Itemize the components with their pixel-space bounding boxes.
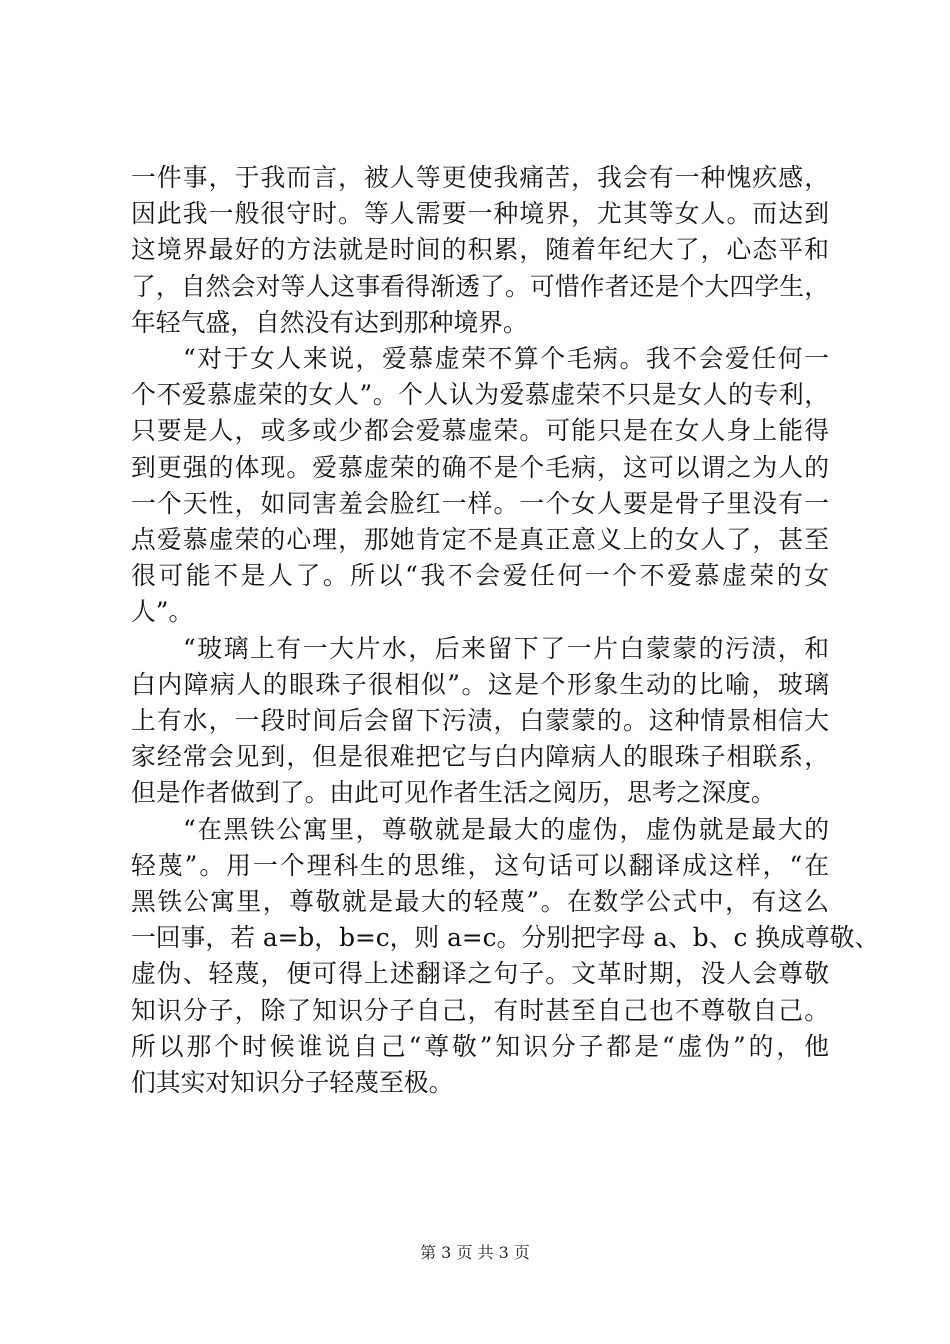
text-line: 知识分子，除了知识分子自己，有时甚至自己也不尊敬自己。 xyxy=(131,995,829,1025)
text-line: 只要是人，或多或少都会爱慕虚荣。可能只是在女人身上能得 xyxy=(131,416,829,446)
paragraph xyxy=(131,341,829,631)
page-number: 第 3 页 共 3 页 xyxy=(420,1243,530,1262)
text-line: 上有水，一段时间后会留下污渍，白蒙蒙的。这种情景相信大 xyxy=(131,706,829,736)
text-line: 虚伪、轻蔑，便可得上述翻译之句子。文革时期，没人会尊敬 xyxy=(131,959,829,989)
text-line: 这境界最好的方法就是时间的积累，随着年纪大了，心态平和 xyxy=(131,235,829,265)
text-line: 黑铁公寓里，尊敬就是最大的轻蔑”。在数学公式中，有这么 xyxy=(131,887,829,917)
text-line: 一回事，若 a=b，b=c，则 a=c。分别把字母 a、b、c 换成尊敬、 xyxy=(131,923,880,953)
text-line: 很可能不是人了。所以“我不会爱任何一个不爱慕虚荣的女 xyxy=(131,561,829,591)
text-line: 一个天性，如同害羞会脸红一样。一个女人要是骨子里没有一 xyxy=(131,488,829,518)
text-line: “在黑铁公寓里，尊敬就是最大的虚伪，虚伪就是最大的 xyxy=(183,814,829,844)
text-line: 到更强的体现。爱慕虚荣的确不是个毛病，这可以谓之为人的 xyxy=(131,452,829,482)
body-text xyxy=(131,160,880,1101)
text-line: 点爱慕虚荣的心理，那她肯定不是真正意义上的女人了，甚至 xyxy=(131,525,829,555)
text-line: 轻蔑”。用一个理科生的思维，这句话可以翻译成这样，“在 xyxy=(131,850,829,880)
text-line: 们其实对知识分子轻蔑至极。 xyxy=(131,1068,454,1098)
text-line: 一件事，于我而言，被人等更使我痛苦，我会有一种愧疚感， xyxy=(131,163,829,192)
paragraph xyxy=(131,160,829,341)
page-footer xyxy=(0,1241,950,1265)
text-line: “对于女人来说，爱慕虚荣不算个毛病。我不会爱任何一 xyxy=(183,344,829,374)
paragraph xyxy=(131,631,829,812)
text-line: “玻璃上有一大片水，后来留下了一片白蒙蒙的污渍，和 xyxy=(183,633,829,663)
text-line: 家经常会见到，但是很难把它与白内障病人的眼珠子相联系， xyxy=(131,742,829,772)
text-line: 白内障病人的眼珠子很相似”。这是个形象生动的比喻，玻璃 xyxy=(131,669,829,699)
text-line: 但是作者做到了。由此可见作者生活之阅历，思考之深度。 xyxy=(131,778,776,808)
text-line: 人”。 xyxy=(131,597,194,627)
text-line: 了，自然会对等人这事看得渐透了。可惜作者还是个大四学生， xyxy=(131,271,829,301)
paragraph xyxy=(131,812,880,1102)
text-line: 因此我一般很守时。等人需要一种境界，尤其等女人。而达到 xyxy=(131,199,829,229)
text-line: 个不爱慕虚荣的女人”。个人认为爱慕虚荣不只是女人的专利， xyxy=(131,380,829,410)
text-line: 所以那个时候谁说自己“尊敬”知识分子都是“虚伪”的，他 xyxy=(131,1031,829,1061)
text-line: 年轻气盛，自然没有达到那种境界。 xyxy=(131,307,528,337)
